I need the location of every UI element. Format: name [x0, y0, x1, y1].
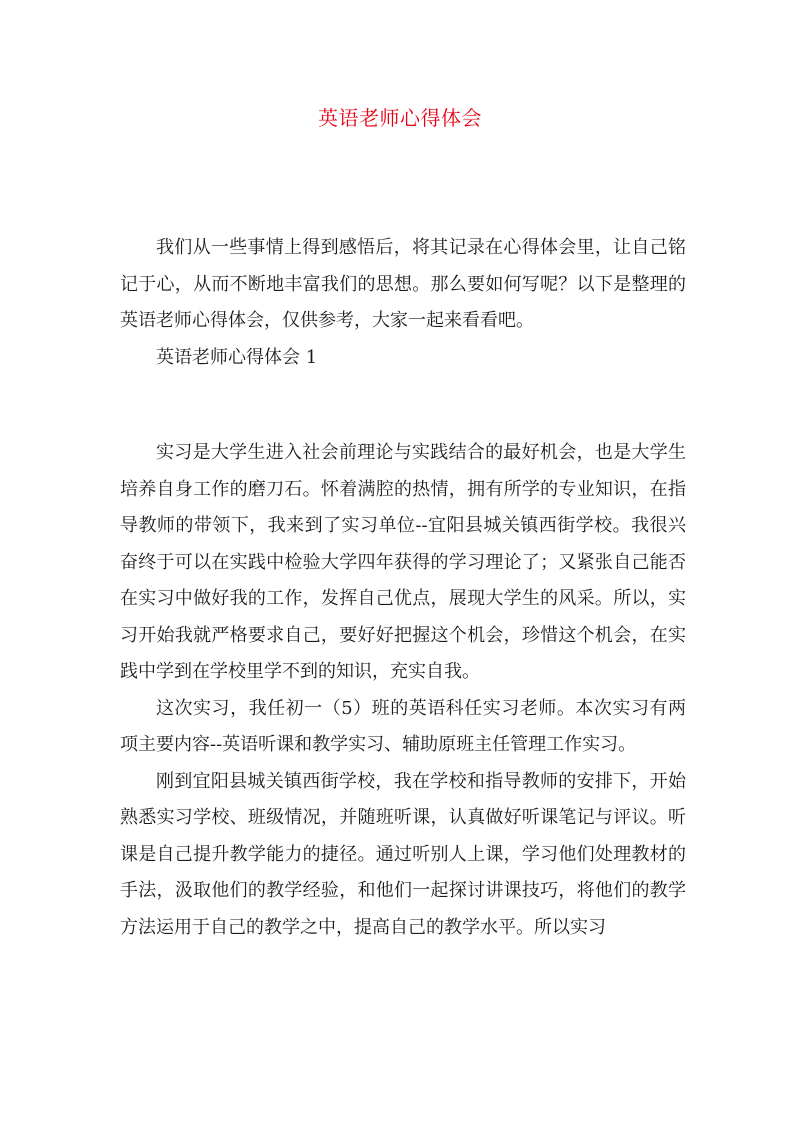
content-block	[120, 435, 686, 946]
page-title: 英语老师心得体会	[318, 106, 482, 130]
section-heading: 英语老师心得体会 1	[156, 346, 318, 368]
body-paragraph: 刚到宜阳县城关镇西街学校，我在学校和指导教师的安排下，开始熟悉实习学校、班级情况，并随班听课，认真做好听课笔记与评议。听课是自己提升教学能力的捷径。通过听别人上课，学习他们处理教材的手法，汲取他们的教学经验，和他们一起探讨讲课技巧，将他们的教学方法运用于自己的教学之中，提高自己的教学水平。所以实习	[120, 770, 686, 938]
body-paragraph: 这次实习，我任初一（5）班的英语科任实习老师。本次实习有两项主要内容--英语听课和教学实习、辅助原班主任管理工作实习。	[120, 697, 686, 755]
intro-block	[120, 230, 686, 376]
intro-paragraph: 我们从一些事情上得到感悟后，将其记录在心得体会里，让自己铭记于心，从而不断地丰富我们的思想。那么要如何写呢？以下是整理的英语老师心得体会，仅供参考，大家一起来看看吧。	[120, 237, 686, 331]
body-paragraph: 实习是大学生进入社会前理论与实践结合的最好机会，也是大学生培养自身工作的磨刀石。怀着满腔的热情，拥有所学的专业知识，在指导教师的带领下，我来到了实习单位--宜阳县城关镇西街学校。我很兴奋终于可以在实践中检验大学四年获得的学习理论了；又紧张自己能否在实习中做好我的工作，发挥自己优点，展现大学生的风采。所以，实习开始我就严格要求自己，要好好把握这个机会，珍惜这个机会，在实践中学到在学校里学不到的知识，充实自我。	[120, 442, 686, 682]
